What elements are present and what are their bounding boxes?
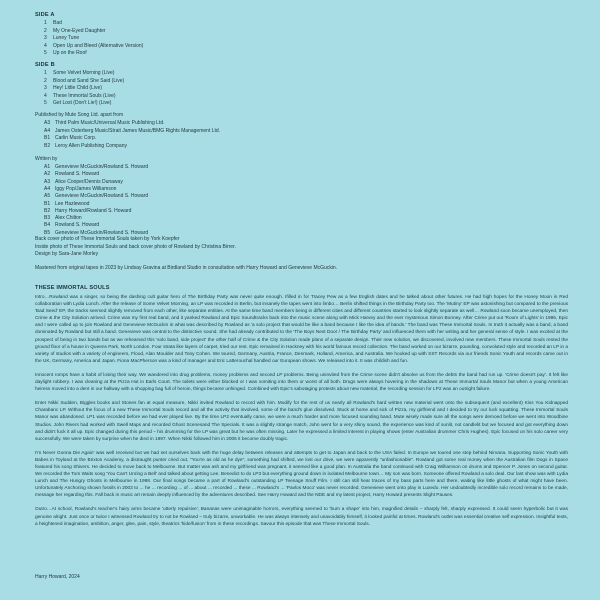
writer-row-text: Genevieve McGuckin/Rowland S. Howard: [55, 164, 149, 170]
track-row-text: These Immortal Souls (Live): [53, 92, 116, 99]
writer-row-text: Lee Hazlewood: [55, 200, 90, 207]
writer-row-text: Iggy Pop/James Williamson: [55, 185, 117, 192]
publishing-heading: Published by Mute Song Ltd. apart from: [35, 112, 124, 118]
liner-notes-body: [35, 294, 568, 535]
side-b-title: SIDE B: [35, 62, 55, 68]
writer-row-text: Alex Chilton: [55, 215, 82, 222]
track-row-number: 1: [44, 70, 47, 76]
writer-row-text: Alice Cooper/Dennis Dunaway: [55, 178, 123, 185]
publishing-row-number: B2: [44, 142, 51, 149]
publishing-row-text: James Osterberg Music/Strait James Music/BMG Rights Management Ltd.: [55, 127, 221, 134]
track-row-number: 4: [44, 92, 47, 99]
writer-row-number: A5: [44, 193, 51, 200]
publishing-row-text: Leroy Allen Publishing Company: [55, 142, 127, 149]
track-row-number: 5: [44, 50, 47, 57]
publishing-row-number: B1: [44, 135, 51, 141]
notes-paragraph: I'm Never Gonna Die Again' was well received but we had set ourselves back with the huge delay between releases and attempts to get to Japan and back to the USA failed. In Europe we toured one step behind Nirvana. Supporting Sonic Youth with Babes in Toyland at the Brixton Academy, a distraught punter cried out, "You're as old as he dye", something had shifted, we lost our drive, we were apparently "unfashionable". Rowland got some real money when the Australian film Dogs in Space featured his song Shivers. He decided to move back to Melbourne. But matter was ash and my girlfriend was pregnant, it seemed like a good plan. In Australia the band continued with Craig Williamson on drums and Spencer P. Jones on second guitar. We recorded the Tom Waits song 'You Can't Unring a Bell' and talked about getting Lee. Benedict to do LP3 but everything ground down in isolated Melbourne town… My son was born. Someone offered Rowland a solo deal. Our last show was with Lydia Lunch and The Hungry Ghosts in Melbourne in 1998. Our final songs became a part of Rowland's outstanding LP Teenage Snuff Film. I still can still hear traces of my bass parts here and there, waiting like little ghosts of what might have been. Unfortunately Anchoring shown fossils in 2003 to ... he ... recording ... of ... about ... recorded ... these ... Rowland's ... 'Pavlos Moco' was never recorded. Genevieve went onto play in Luxedo. Her undoubtedly incredible solo record remains to be made, message her regarding this. Fall back in music art remain deeply influenced by the adventures described. See Harry Howard and the NDE and my latest project, Harry Howard presents Slight Pauses.: [35, 450, 568, 499]
credit-line: Back cover photo of These Immortal Souls taken by York Koepfer: [35, 236, 180, 242]
track-row-text: Bad: [53, 20, 62, 26]
track-row-number: 1: [44, 20, 47, 26]
writer-row-text: Genevieve McGuckin/Rowland S. Howard: [55, 229, 149, 236]
writer-row-text: Rowland S. Howard: [55, 222, 100, 229]
writer-row-number: B1: [44, 200, 51, 207]
notes-paragraph: Outro…At school, Rowland's teacher's hairy arms became 'utterly repulsive', Bananas were unimaginable horrors, everything seemed to 'burn a shape' into him, magnified details – sharply felt, sharply expressed. It could seem hyperbolic but it was genuine alright. Just once or twice I witnessed Rowland try to not be Rowland – truly bizarre, unworkable. He was always intensely and unavoidably himself, it looked painful at times. Rowland's outlet was essential creative self expression. Insightful texts, a heightened imagination, ambition, anger, glee, pain, style, theatrics 'hide/fusion' from in these recordings. Savour this episode that was These Immortal Souls.: [35, 507, 568, 527]
writer-row-number: A1: [44, 164, 51, 170]
track-row-text: My One-Eyed Daughter: [53, 27, 106, 34]
credit-line: Inside photo of These Immortal Souls and back cover photo of Rowland by Christina Birrer.: [35, 243, 236, 250]
notes-paragraph: Intro…Rowland was a singer, so being the dashing cult guitar hero of The Birthday Party was never quite enough. Ifilled in for Tracey Pew as a few English dates and he talked about other futures. He had high hopes for the Honey Moon in Red collaboration with Lydia Lunch. After the release of Some Velvet Morning, an LP was recorded in Berlin, but insanely the tapes went into limbo… Berlin shifted things in the Birthday Party too. The 'Mutiny' EP was astonishing but compared to the previous 'Bad Seed' EP, the tracks seemed slightly removed from each other, like separate entities. At the same time band members being in different cities and different countries started to look slightly separate as well… Rowland soon became unemployed, then Crime & the City Solution arrived. Crime was my first real band, and it yanked Rowland and Epic Soundtracks back into the music scene along with Mick Harvey and the ever mysterious Simon Bonney. After Crime put out 'Room of Lights' in 1986, Epic and I were called up to join Rowland and Genevieve McGuckin in what was described by Rowland as 'a solo project that would be like a band because I like the idea of bands.' The band was These Immortal Souls. In truth it actually was a band, a band dominated by Rowland but still a band. Genevieve was central to the distinctive sound. She had already contributed to the 'The Boys Next Door / The Birthday Party' and influenced them with her writing and her general sense of style. I was excited at the prospect of being in two bands but as we rehearsed this 'solo band, side project' the other half of Crime & the City Solution made plans of a separate design. Their new solution, we discovered, involved new members. These Immortal Souls rented the ground floor of a house in Queens Park, North London. Four strata like layers of carpet, tried our rest. Epic remained in Hackney with his world famous record collection. The band worked on our bizarre, pounding, convoluted style and recorded an LP in a variety of studios with a variety of engineers, Flood, Alan Moulder and Tony Cohen. We toured, Germany, Austria, France, Denmark, Holland, America, and Australia. We hooked up with SST Records via our friends Sonic Youth and records came out in the UK, Germany, America and Japan. Fiona MacPherson was a kind of manager and Eric Latterouchal handled our European shows. We released into it. It was childish and fun.: [35, 295, 568, 364]
publishing-row-text: Carlin Music Corp.: [55, 135, 97, 141]
writer-row-number: B3: [44, 215, 51, 222]
signature: Harry Howard, 2024: [35, 574, 80, 580]
track-row-text: Up on the Roof: [53, 50, 87, 57]
track-row-text: Luney Tune: [53, 35, 80, 42]
writer-row-text: Harry Howard/Rowland S. Howard: [55, 207, 132, 214]
track-row-text: Some Velvet Morning (Live): [53, 70, 115, 76]
notes-paragraph: Innocent romps have a habit of losing their way. We wandered into drug problems, money problems and second LP problems. Being uninvited from the Crime scene didn't absolve us from the debts the band had run up. 'Crime doesn't pay'. It felt like daylight robbery. I was cleaning at the Pizza Hut in Earls Court. The toilets were either blocked or I was vomiting into them or worst of all both. Drugs were always hovering in the shadows at These Immortal Souls Manor but when a young American heiress moved into a dent in our hallway with a shopping bag full of heroin, things became unhinged. Combined with Epic's sabotaging protests about new material, the recording session for LP2 was an outright failure.: [35, 372, 568, 393]
track-row-number: 4: [44, 42, 47, 49]
writer-row-number: A2: [44, 171, 51, 178]
writer-row-text: Genevieve McGuckin/Rowland S. Howard: [55, 193, 149, 200]
publishing-row-number: A4: [44, 127, 51, 134]
track-row-text: Open Up and Bleed (Alternative Version): [53, 42, 144, 49]
writer-row-number: B2: [44, 207, 51, 214]
track-row-number: 5: [44, 100, 47, 107]
writer-row-number: A3: [44, 178, 51, 185]
credit-line: Design by Sara-Jane Morley: [35, 251, 99, 257]
publishing-row-text: Third Palm Music/Universal Music Publishing Ltd.: [55, 120, 165, 126]
notes-paragraph: Enter Nikki Sudden, Biggles books and Stones fan at equal measure, Nikki invited Rowland to record with him. Modify for the rest of us nearly all Rowland's hard written new material went onto the subsequent (and excellent) Kiss You Kidnapped Charabanc LP. Without the focus of a new These Immortal Souls record and all the activity that involved, some of the band's glue dissolved. Stuck at home and sick of Pizza, my girlfriend and I decided to try our luck squatting. These Immortal Souls Manor was abandoned. LP1 was recorded before we had ever played live. By the time LP2 eventually came, we were a much harder and more focused sounding band. Mute wisely made sure all the songs were demoed before we went into Woodbine Studios. John Rivers had worked with Swell Maps and recorded Ghost Scenesand The Specials. It was a slightly strange match, John went for a very shiny sound, the experience was kind of sunlit, not candlelit but we focused and got everything down and didn't fuck it all up. Epic changed during this period – his drumming for the LP was great but he was often missing. Later he expressed a limited interest in playing shows (enter Australian drummer Chris Hughes). Epic focused on his solo career very successfully. We were taken by surprise when he died in 1997. When Nikki followed him in 2006 it become doubly tragic.: [35, 401, 568, 442]
writer-row-number: B4: [44, 222, 51, 229]
writer-row-number: B5: [44, 229, 51, 236]
track-row-number: 2: [44, 27, 47, 34]
track-row-text: Blood and Sand She Said (Live): [53, 77, 125, 84]
track-row-number: 3: [44, 35, 47, 42]
writers-heading: Written by: [35, 156, 58, 162]
track-row-number: 2: [44, 77, 47, 84]
writer-row-text: Rowland S. Howard: [55, 171, 100, 178]
mastering-note: Mastered from original tapes in 2023 by Lindsay Gravina at Birdland Studio in consultation with Harry Howard and Genevieve McGuckin.: [35, 265, 338, 271]
notes-title: THESE IMMORTAL SOULS: [35, 285, 110, 291]
track-row-number: 3: [44, 85, 47, 92]
publishing-row-number: A3: [44, 120, 51, 126]
side-a-title: SIDE A: [35, 12, 55, 18]
track-row-text: Hey! Little Child (Live): [53, 85, 102, 92]
track-row-text: Get Lost (Don't Lie!) (Live): [53, 100, 112, 107]
writer-row-number: A4: [44, 185, 51, 192]
